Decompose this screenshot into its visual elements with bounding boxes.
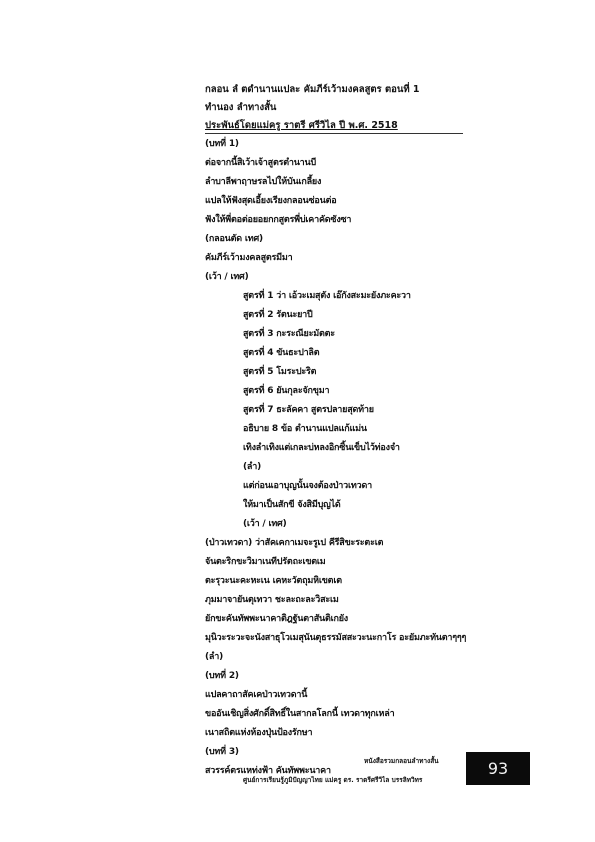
verse-line: ให้มาเป็นสักขี จังสิมีบุญได้: [243, 500, 341, 510]
header-divider: [205, 133, 463, 134]
verse-line: ต่อจากนี้สิเว้าเจ้าสูตรตํานานบี: [205, 158, 317, 168]
header-title: กลอน ลํ ตดํานานแปละ คัมภีร์เว้ามงคลสูตร ตอนที่ 1: [205, 84, 420, 95]
verse-line: มุนิวะระวะจะนังสาธุโวเมสุนันตุธรรมัสสะวะนะกาโร อะยัมภะทันตาๆๆๆ: [205, 633, 467, 643]
page-number: [466, 752, 530, 785]
verse-line: เทิงลําเทิงแต่เกละบ่หลงอิกซิ้นเข็บไว้ท่องจํา: [243, 443, 400, 453]
sutra-item: สูตรที่ 2 รัตนะยาปี: [243, 310, 313, 320]
footer-book-title: หนังสือรวมกลอนลําทางสั้น: [364, 757, 439, 765]
header-author: ประพันธ์โดยแม่ครู ราตรี ศรีวิไล ปี พ.ศ. 2518: [205, 120, 398, 131]
stage-direction: (เว้า / เทศ): [243, 519, 287, 529]
verse-line: ยักขะคันทัพพะนาคาติฎฐันตาสันติเกยัง: [205, 614, 348, 624]
verse-line: ขออันเชิญสิ่งศักดิ์สิทธิ์ในสากลโลกนี้ เทวดาทุกเหล่า: [205, 709, 395, 719]
verse-line: (ป่าวเทวดา) ว่าสัคเคกาเมจะรูเป คีรีสิขะระตะเต: [205, 538, 384, 548]
sutra-item: สูตรที่ 3 กะระณียะมัตตะ: [243, 329, 335, 339]
verse-line: เนาสถิตแห่งห้องปุ่นป้องรักษา: [205, 728, 313, 738]
verse-line: คัมภีร์เว้ามงคลสูตรมีมา: [205, 253, 293, 263]
verse-line: ตะรุวะนะคะหะเน เคหะวัตถุมหิเขตเต: [205, 576, 342, 586]
sutra-item: สูตรที่ 7 ธะลัคคา สูตรปลายสุดท้าย: [243, 405, 374, 415]
sutra-item: สูตรที่ 6 ยันกุละจักขุมา: [243, 386, 330, 396]
sutra-item: สูตรที่ 4 ขันธะปาลิต: [243, 348, 320, 358]
footer-publisher: ศูนย์การเรียนรู้ภูมิปัญญาไทย แม่ครู ดร. ราตรีศรีวิไล บรรลิทวิทร: [243, 776, 423, 784]
verse-line: แปลให้ฟังสุดเอี้ยงเรียงกลอนซ่อนต่อ: [205, 196, 337, 206]
sutra-item: สูตรที่ 5 โมระปะริต: [243, 367, 317, 377]
stage-direction: (ลํา): [205, 652, 223, 662]
stage-direction: (กลอนตัด เทศ): [205, 234, 263, 244]
verse-line: ฟังให้พี่ตอต่อยอยกกสูตรพี่บ่เคาคัดซังซา: [205, 215, 352, 225]
stage-direction: (เว้า / เทศ): [205, 272, 249, 282]
verse-line: สวรรค์ตรแหท่งฟ้า คันทัพพะนาคา: [205, 766, 331, 776]
verse-line: แต่ก่อนเอาบุญนั้นจงต้องป่าวเทวดา: [243, 481, 372, 491]
page-number-label: 93: [487, 759, 509, 778]
verse-line: ภุมมาจายันตุเทวา ชะละถะละวิสะเม: [205, 595, 339, 605]
header-melody: ทํานอง ลําทางสั้น: [205, 102, 277, 113]
section-label: (บทที่ 2): [205, 671, 239, 681]
verse-line: แปลคาถาสัคเคป่าวเทวดานี้: [205, 690, 308, 700]
section-label: (บทที่ 3): [205, 747, 239, 757]
verse-line: ลําบาลีพาฤาษรลไปให้บันเกลี้ยง: [205, 177, 322, 187]
sutra-item: สูตรที่ 1 ว่า เอ้วะเมสุตัง เอ๊กังสะมะยังภะคะวา: [243, 291, 411, 301]
sutra-item: อธิบาย 8 ข้อ ตํานานแปลแก้แม่น: [243, 424, 367, 434]
verse-line: จันตะริกขะวิมาเนทีปรัตถะเขตเม: [205, 557, 326, 567]
stage-direction: (ลํา): [243, 462, 261, 472]
section-label: (บทที่ 1): [205, 139, 239, 149]
